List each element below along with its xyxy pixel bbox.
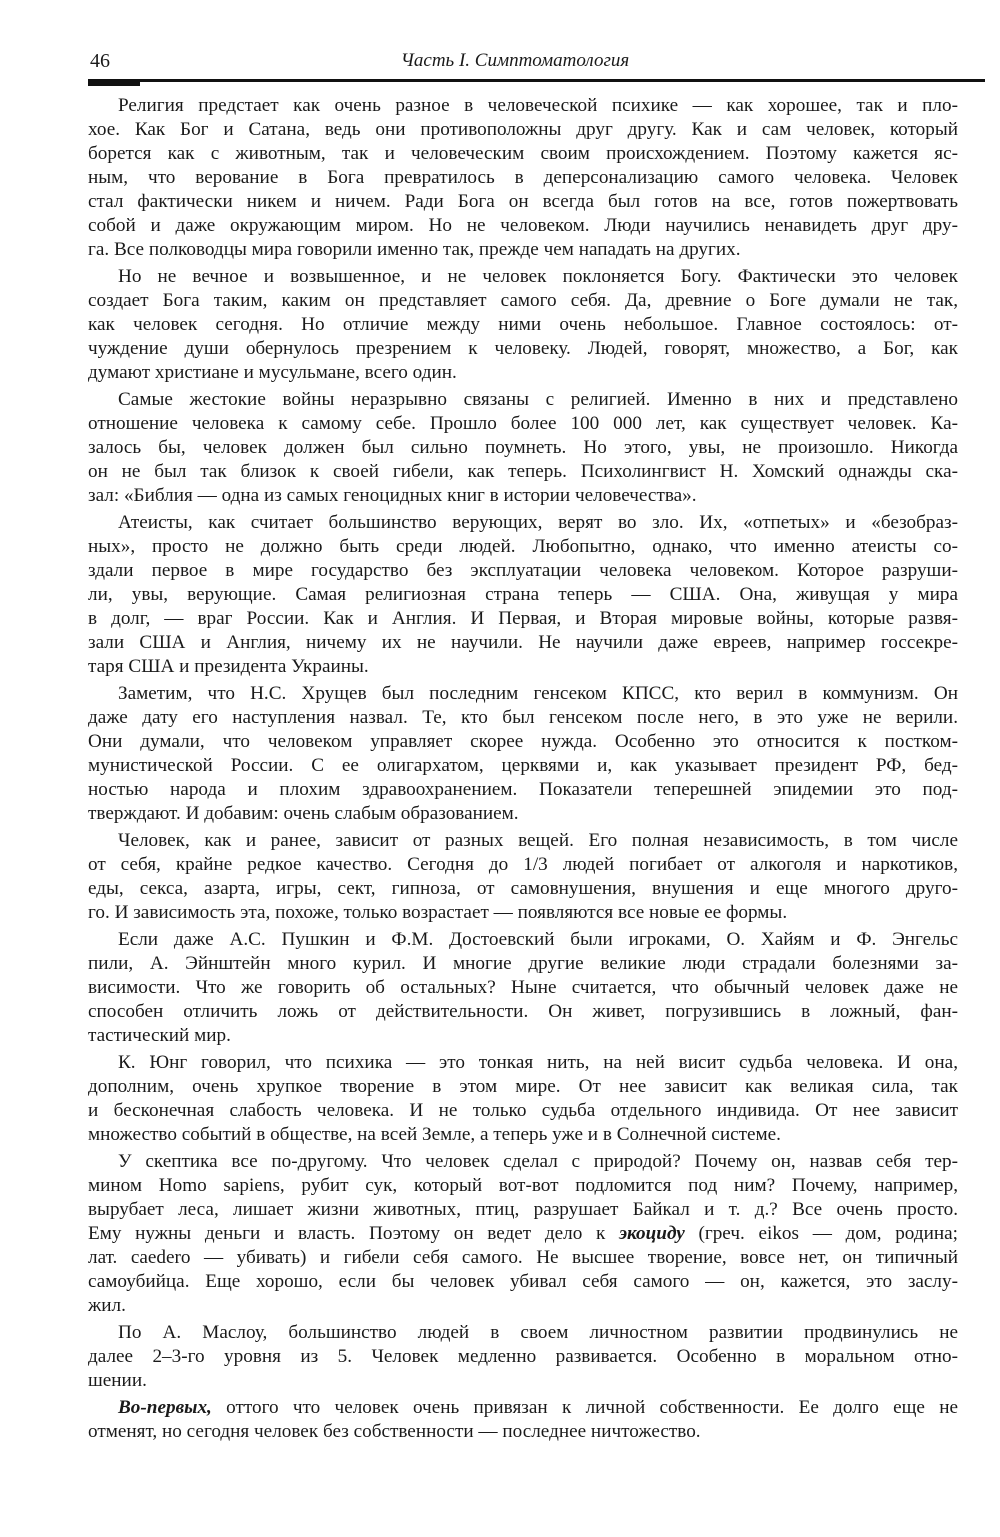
paragraph	[88, 1051, 958, 1147]
text-line: залось бы, человек должен был сильно поумнеть. Но этого, увы, не произошло. Никогда	[88, 437, 958, 458]
text-line	[88, 1222, 958, 1246]
text-line: таря США и президента Украины.	[88, 656, 369, 677]
paragraph	[88, 682, 958, 826]
text-line: висимости. Что же говорить об остальных? Ныне считается, что обычный человек даже не	[88, 977, 958, 998]
text-line: Но не вечное и возвышенное, и не человек поклоняется Богу. Фактически это человек	[118, 266, 958, 287]
text-line: го. И зависимость эта, похоже, только возрастает — появляются все новые ее формы.	[88, 902, 788, 923]
text-line: самоубийца. Еще хорошо, если бы человек убивал себя самого — он, кажется, это заслу-	[88, 1271, 958, 1292]
text-line: в долг, — враг России. Как и Англия. И Первая, и Вторая мировые войны, которые развя-	[88, 608, 958, 629]
text-line: и бесконечная слабость человека. И не только судьба отдельного индивида. От нее зависит	[88, 1100, 958, 1121]
text-line: зали США и Англия, ничему их не научили. Не научили даже евреев, например госсекре-	[88, 632, 958, 653]
text-line: Они думали, что человеком управляет скорее нужда. Особенно это относится к постком-	[88, 731, 958, 752]
text-line: еды, секса, азарта, игры, сект, гипноза, от самовнушения, внушения и еще многого друго-	[88, 878, 958, 899]
paragraph	[88, 829, 958, 925]
text-line: жил.	[88, 1295, 126, 1316]
text-line: Человек, как и ранее, зависит от разных вещей. Его полная независимость, в том числе	[118, 830, 958, 851]
paragraph	[88, 265, 958, 385]
text-line: Если даже А.С. Пушкин и Ф.М. Достоевский были игроками, О. Хайям и Ф. Энгельс	[118, 929, 958, 950]
text-line: пили, А. Эйнштейн много курил. И многие другие великие люди страдали болезнями за-	[88, 953, 958, 974]
text-line: ных», просто не должно быть среди людей. Любопытно, однако, что именно атеисты со-	[88, 536, 958, 557]
page-body	[88, 94, 958, 1447]
text-line: тверждают. И добавим: очень слабым образованием.	[88, 803, 519, 824]
paragraph	[88, 94, 958, 262]
text-line: здали первое в мире государство без эксплуатации человека человеком. Которое разруши-	[88, 560, 958, 581]
paragraph	[88, 1150, 958, 1318]
text-line: отменят, но сегодня человек без собственности — последнее ничтожество.	[88, 1421, 701, 1442]
text-line: чуждение души обернулось презрением к человеку. Людей, говорят, множество, а Бог, как	[88, 338, 958, 359]
paragraph	[88, 388, 958, 508]
text-line: стал фактически никем и ничем. Ради Бога он всегда был готов на все, готов пожертвовать	[88, 191, 958, 212]
paragraph	[88, 511, 958, 679]
text-line: лат. caedero — убивать) и гибели себя самого. Не высшее творение, вовсе нет, он типичный	[88, 1247, 958, 1268]
text-line: думают христиане и мусульмане, всего один.	[88, 362, 457, 383]
emphasized-term: экоциду	[619, 1223, 685, 1244]
text-line: он не был так близок к своей гибели, как теперь. Психолингвист Н. Хомский однажды ска-	[88, 461, 958, 482]
text-line: дополним, очень хрупкое творение в этом мире. От нее зависит как великая сила, так	[88, 1076, 958, 1097]
text-line: шении.	[88, 1370, 147, 1391]
text-line: ностью народа и плохим здравоохранением. Показатели теперешней эпидемии это под-	[88, 779, 958, 800]
text-line: собой и даже окружающим миром. Но не человеком. Люди научились ненавидеть друг дру-	[88, 215, 958, 236]
header-rule	[88, 79, 985, 82]
text-line: отношение человека к самому себе. Прошло более 100 000 лет, как существует человек. Ка-	[88, 413, 958, 434]
page-number: 46	[90, 50, 110, 72]
text-line: Атеисты, как считает большинство верующих, верят во зло. Их, «отпетых» и «безобраз-	[118, 512, 958, 533]
text-line: Религия предстает как очень разное в человеческой психике — как хорошее, так и пло-	[118, 95, 958, 116]
text-line: хое. Как Бог и Сатана, ведь они противоположны друг другу. Как и сам человек, который	[88, 119, 958, 140]
text-line: К. Юнг говорил, что психика — это тонкая нить, на ней висит судьба человека. И она,	[118, 1052, 958, 1073]
text-line: мином Homo sapiens, рубит сук, который вот-вот подломится под ним? Почему, например,	[88, 1175, 958, 1196]
text-line: га. Все полководцы мира говорили именно так, прежде чем нападать на других.	[88, 239, 741, 260]
text-line: даже дату его наступления назвал. Те, кто был генсеком после него, в это уже не верили.	[88, 707, 958, 728]
running-title: Часть I. Симптоматология	[400, 50, 630, 71]
text-line: борется как с животным, так и человеческим своим происхождением. Поэтому кажется яс-	[88, 143, 958, 164]
emphasized-term: Во-первых,	[118, 1397, 212, 1418]
text-line: как человек сегодня. Но отличие между ними очень небольшое. Главное состоялось: от-	[88, 314, 958, 335]
text-segment: Ему нужны деньги и власть. Поэтому он ведет дело к	[88, 1223, 620, 1244]
paragraph	[88, 1396, 958, 1444]
text-segment: оттого что человек очень привязан к личной собственности. Ее долго еще не	[211, 1397, 958, 1418]
text-line: Самые жестокие войны неразрывно связаны с религией. Именно в них и представлено	[118, 389, 958, 410]
text-line: способен отличить ложь от действительности. Он живет, погрузившись в ложный, фан-	[88, 1001, 958, 1022]
text-line: от себя, крайне редкое качество. Сегодня до 1/3 людей погибает от алкоголя и наркотиков,	[88, 854, 958, 875]
text-segment: (греч. eikos — дом, родина;	[684, 1223, 958, 1244]
text-line: По А. Маслоу, большинство людей в своем личностном развитии продвинулись не	[118, 1322, 958, 1343]
paragraph	[88, 1321, 958, 1393]
text-line	[88, 1396, 958, 1420]
text-line: Заметим, что Н.С. Хрущев был последним генсеком КПСС, кто верил в коммунизм. Он	[118, 683, 958, 704]
text-line: зал: «Библия — одна из самых геноцидных книг в истории человечества».	[88, 485, 697, 506]
paragraph	[88, 928, 958, 1048]
text-line: создает Бога таким, каким он представляет самого себя. Да, древние о Боге думали не так,	[88, 290, 958, 311]
text-line: ным, что верование в Бога превратилось в деперсонализацию самого человека. Человек	[88, 167, 958, 188]
text-line: далее 2–3-го уровня из 5. Человек медленно развивается. Особенно в моральном отно-	[88, 1346, 958, 1367]
text-line: мунистической России. С ее олигархатом, церквями и, как указывает президент РФ, бед-	[88, 755, 958, 776]
header-rule-marker	[88, 79, 140, 86]
text-line: ли, увы, верующие. Самая религиозная страна теперь — США. Она, живущая у мира	[88, 584, 958, 605]
text-line: множество событий в обществе, на всей Земле, а теперь уже и в Солнечной системе.	[88, 1124, 781, 1145]
text-line: У скептика все по-другому. Что человек сделал с природой? Почему он, назвав себя тер-	[118, 1151, 958, 1172]
text-line: тастический мир.	[88, 1025, 231, 1046]
text-line: вырубает леса, лишает жизни животных, птиц, разрушает Байкал и т. д.? Все очень просто.	[88, 1199, 958, 1220]
